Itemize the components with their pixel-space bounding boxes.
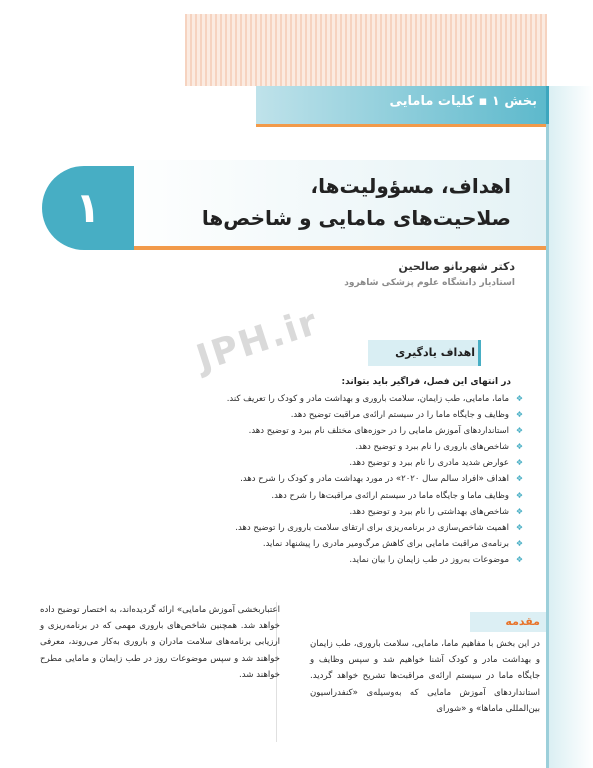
diamond-bullet-icon: ❖ <box>515 506 523 516</box>
objective-text: برنامه‌ی مراقبت مامایی برای کاهش مرگ‌ومیر مادری را پیشنهاد نماید. <box>262 538 509 549</box>
objective-item <box>93 520 523 536</box>
objective-item <box>93 488 523 504</box>
diamond-bullet-icon: ❖ <box>515 426 523 436</box>
objective-item <box>93 504 523 520</box>
chapter-title-line-2: صلاحیت‌های مامایی و شاخص‌ها <box>201 206 511 230</box>
objective-item <box>93 391 523 407</box>
diamond-bullet-icon: ❖ <box>515 490 523 500</box>
objective-text: اهداف «افراد سالم سال ۲۰۲۰» در مورد بهداشت مادر و کودک را شرح دهد. <box>240 474 509 485</box>
objective-item <box>93 455 523 471</box>
diamond-bullet-icon: ❖ <box>515 554 523 564</box>
objective-text: استانداردهای آموزش مامایی را در حوزه‌های مختلف نام ببرد و توضیح دهد. <box>248 426 509 437</box>
objectives-heading: اهداف یادگیری <box>395 346 475 359</box>
watermark: JPH.ir <box>191 301 324 380</box>
objective-text: شاخص‌های بهداشتی را نام ببرد و توضیح دهد. <box>349 506 509 517</box>
chapter-title-rule <box>110 246 546 250</box>
intro-paragraph-left: اعتباربخشی آموزش مامایی» ارائه گردیده‌اند، به اختصار توضیح داده خواهد شد. همچنین شاخص‌های باروری مهمی که در برنامه‌ریزی و ارزیابی برنامه‌های سلامت مادران و باروری به‌کار می‌روند، معرفی خواهند شد و سپس موضوعات روز در طب زایمان و مامایی مطرح خواهند شد. <box>40 605 280 680</box>
intro-heading: مقدمه <box>505 615 540 628</box>
diamond-bullet-icon: ❖ <box>515 442 523 452</box>
objective-text: شاخص‌های باروری را نام ببرد و توضیح دهد. <box>355 442 509 453</box>
diamond-bullet-icon: ❖ <box>515 522 523 532</box>
page-edge-line <box>546 86 549 768</box>
objective-item <box>93 407 523 423</box>
objective-item <box>93 552 523 568</box>
objective-text: عوارض شدید مادری را نام ببرد و توضیح دهد. <box>349 458 509 469</box>
diamond-bullet-icon: ❖ <box>515 394 523 403</box>
chapter-title-background <box>110 160 546 246</box>
objectives-list <box>93 391 523 568</box>
objective-item <box>93 536 523 552</box>
page-edge-gradient <box>546 86 593 768</box>
objective-item <box>93 471 523 487</box>
objective-text: اهمیت شاخص‌سازی در برنامه‌ریزی برای ارتقای سلامت باروری را توضیح دهد. <box>235 522 509 533</box>
objective-item <box>93 423 523 439</box>
objectives-intro: در انتهای این فصل، فراگیر باید بتواند: <box>341 377 511 387</box>
diamond-bullet-icon: ❖ <box>515 538 523 548</box>
chapter-title-line-1: اهداف، مسؤولیت‌ها، <box>310 174 511 198</box>
objective-text: ماما، مامایی، طب زایمان، سلامت باروری و بهداشت مادر و کودک را تعریف کند. <box>226 394 509 404</box>
author-name: دکتر شهربانو صالحین <box>398 260 515 273</box>
diamond-bullet-icon: ❖ <box>515 410 523 420</box>
objective-text: وظایف و جایگاه ماما را در سیستم ارائه‌ی مراقبت توضیح دهد. <box>290 410 509 421</box>
objective-text: وظایف ماما و جایگاه ماما در سیستم ارائه‌ی مراقبت‌ها را شرح دهد. <box>271 490 509 501</box>
author-affiliation: استادیار دانشگاه علوم پزشکی شاهرود <box>344 278 515 288</box>
objective-item <box>93 439 523 455</box>
diamond-bullet-icon: ❖ <box>515 458 523 468</box>
decorative-stripe-block <box>185 14 547 86</box>
objective-text: موضوعات به‌روز در طب زایمان را بیان نماید. <box>349 554 509 565</box>
intro-paragraph-right: در این بخش با مفاهیم ماما، مامایی، سلامت باروری، طب زایمان و بهداشت مادر و کودک آشنا خواهیم شد و سپس وظایف و جایگاه ماما در سیستم ارائه‌ی مراقبت‌ها تشریح خواهد گردید. استانداردهای آموزش مامایی که به‌وسیله‌ی «کنفدراسیون بین‌المللی ماماها» و «شورای <box>310 639 540 714</box>
diamond-bullet-icon: ❖ <box>515 474 523 484</box>
chapter-number: ۱ <box>75 183 101 232</box>
section-header-underline <box>256 124 546 127</box>
section-title: بخش ۱ ▪ کلیات مامایی <box>389 94 537 109</box>
